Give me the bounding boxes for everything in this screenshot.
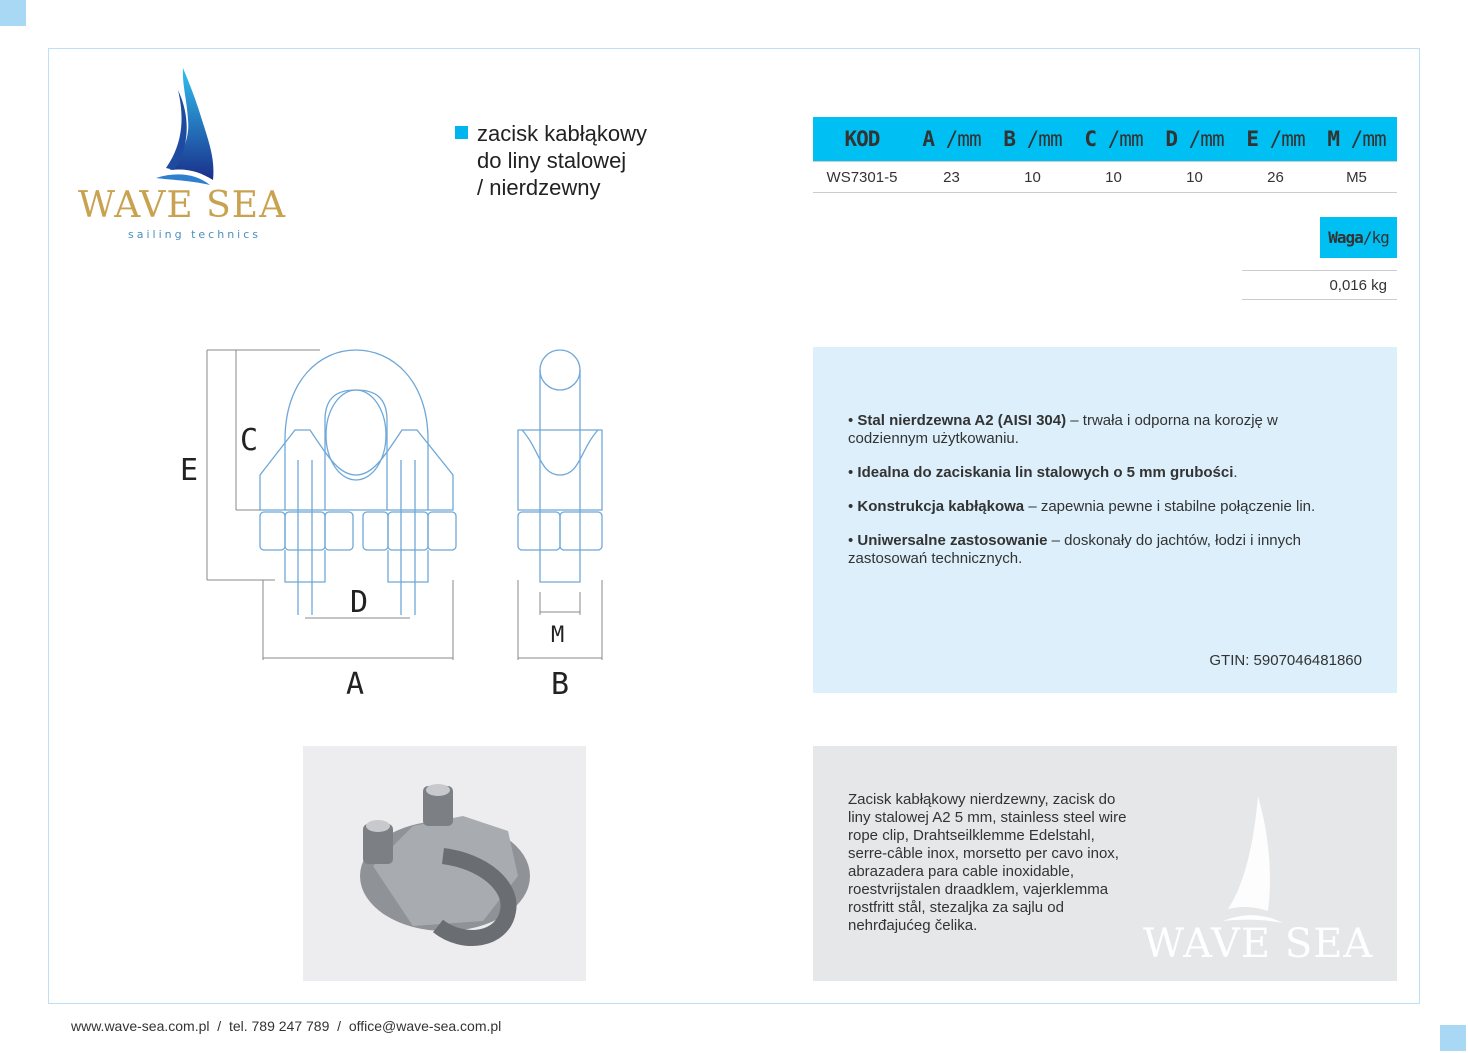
feature-item: • Konstrukcja kabłąkowa – zapewnia pewne i stabilne połączenie lin. [848, 498, 1316, 515]
product-title [477, 120, 647, 201]
dim-label-e: E [180, 453, 199, 488]
header-a: A /mm [911, 117, 992, 162]
cell-m: M5 [1316, 162, 1397, 193]
cell-a: 23 [911, 162, 992, 193]
cell-d: 10 [1154, 162, 1235, 193]
product-title-line: do liny stalowej [477, 148, 627, 173]
header-c: C /mm [1073, 117, 1154, 162]
dim-label-a: A [346, 667, 365, 702]
footer-website-link[interactable]: www.wave-sea.com.pl [71, 1018, 210, 1034]
product-title-line: zacisk kabłąkowy [477, 121, 647, 146]
weight-value: 0,016 kg [1242, 270, 1397, 300]
brand-name: WAVE SEA [78, 185, 287, 226]
title-bullet [455, 126, 468, 139]
table-row [813, 162, 1397, 193]
header-b: B /mm [992, 117, 1073, 162]
footer-email-link[interactable]: office@wave-sea.com.pl [348, 1018, 502, 1034]
feature-item: • Idealna do zaciskania lin stalowych o 5 mm grubości. [848, 464, 1238, 481]
features-box [813, 347, 1397, 693]
cell-b: 10 [992, 162, 1073, 193]
keywords-box [813, 746, 1397, 981]
footer-separator: / [217, 1018, 222, 1034]
cell-kod: WS7301-5 [813, 162, 911, 193]
corner-square-top-left [0, 0, 26, 26]
spec-table [813, 117, 1397, 193]
gtin-code: GTIN: 5907046481860 [1209, 652, 1362, 669]
header-d: D /mm [1154, 117, 1235, 162]
dim-label-c: C [240, 423, 259, 458]
brand-tagline: sailing technics [128, 228, 261, 241]
header-e: E /mm [1235, 117, 1316, 162]
footer-separator: / [337, 1018, 342, 1034]
feature-item: • Stal nierdzewna A2 (AISI 304) – trwała i odporna na korozję w codziennym użytkowaniu. [848, 412, 1278, 447]
spec-table-header [813, 117, 1397, 162]
product-photo [303, 746, 586, 981]
technical-drawing [170, 340, 640, 710]
keywords-text: Zacisk kabłąkowy nierdzewny, zacisk do liny stalowej A2 5 mm, stainless steel wire rope clip, Drahtseilklemme Edelstahl, serre-câble inox, morsetto per cavo inox, abrazadera para cable inoxidable, roestvrijstalen draadklem, vajerklemma rostfritt stål, stezaljka za sajlu od nehrđajućeg čelika. [848, 791, 1127, 934]
dim-label-m: M [551, 623, 565, 648]
weight-header: Waga /kg [1320, 217, 1397, 258]
feature-item: • Uniwersalne zastosowanie – doskonały do jachtów, łodzi i innych zastosowań technicznych. [848, 532, 1301, 567]
header-m: M /mm [1316, 117, 1397, 162]
dim-label-d: D [350, 585, 369, 620]
cell-e: 26 [1235, 162, 1316, 193]
dim-label-b: B [551, 667, 570, 702]
corner-square-bottom-right [1440, 1025, 1466, 1051]
footer-phone[interactable]: tel. 789 247 789 [228, 1018, 330, 1034]
product-title-line: / nierdzewny [477, 175, 601, 200]
cell-c: 10 [1073, 162, 1154, 193]
header-kod: KOD [813, 117, 911, 162]
watermark-brand-text: WAVE SEA [1143, 921, 1374, 967]
footer-contact [71, 1018, 501, 1034]
